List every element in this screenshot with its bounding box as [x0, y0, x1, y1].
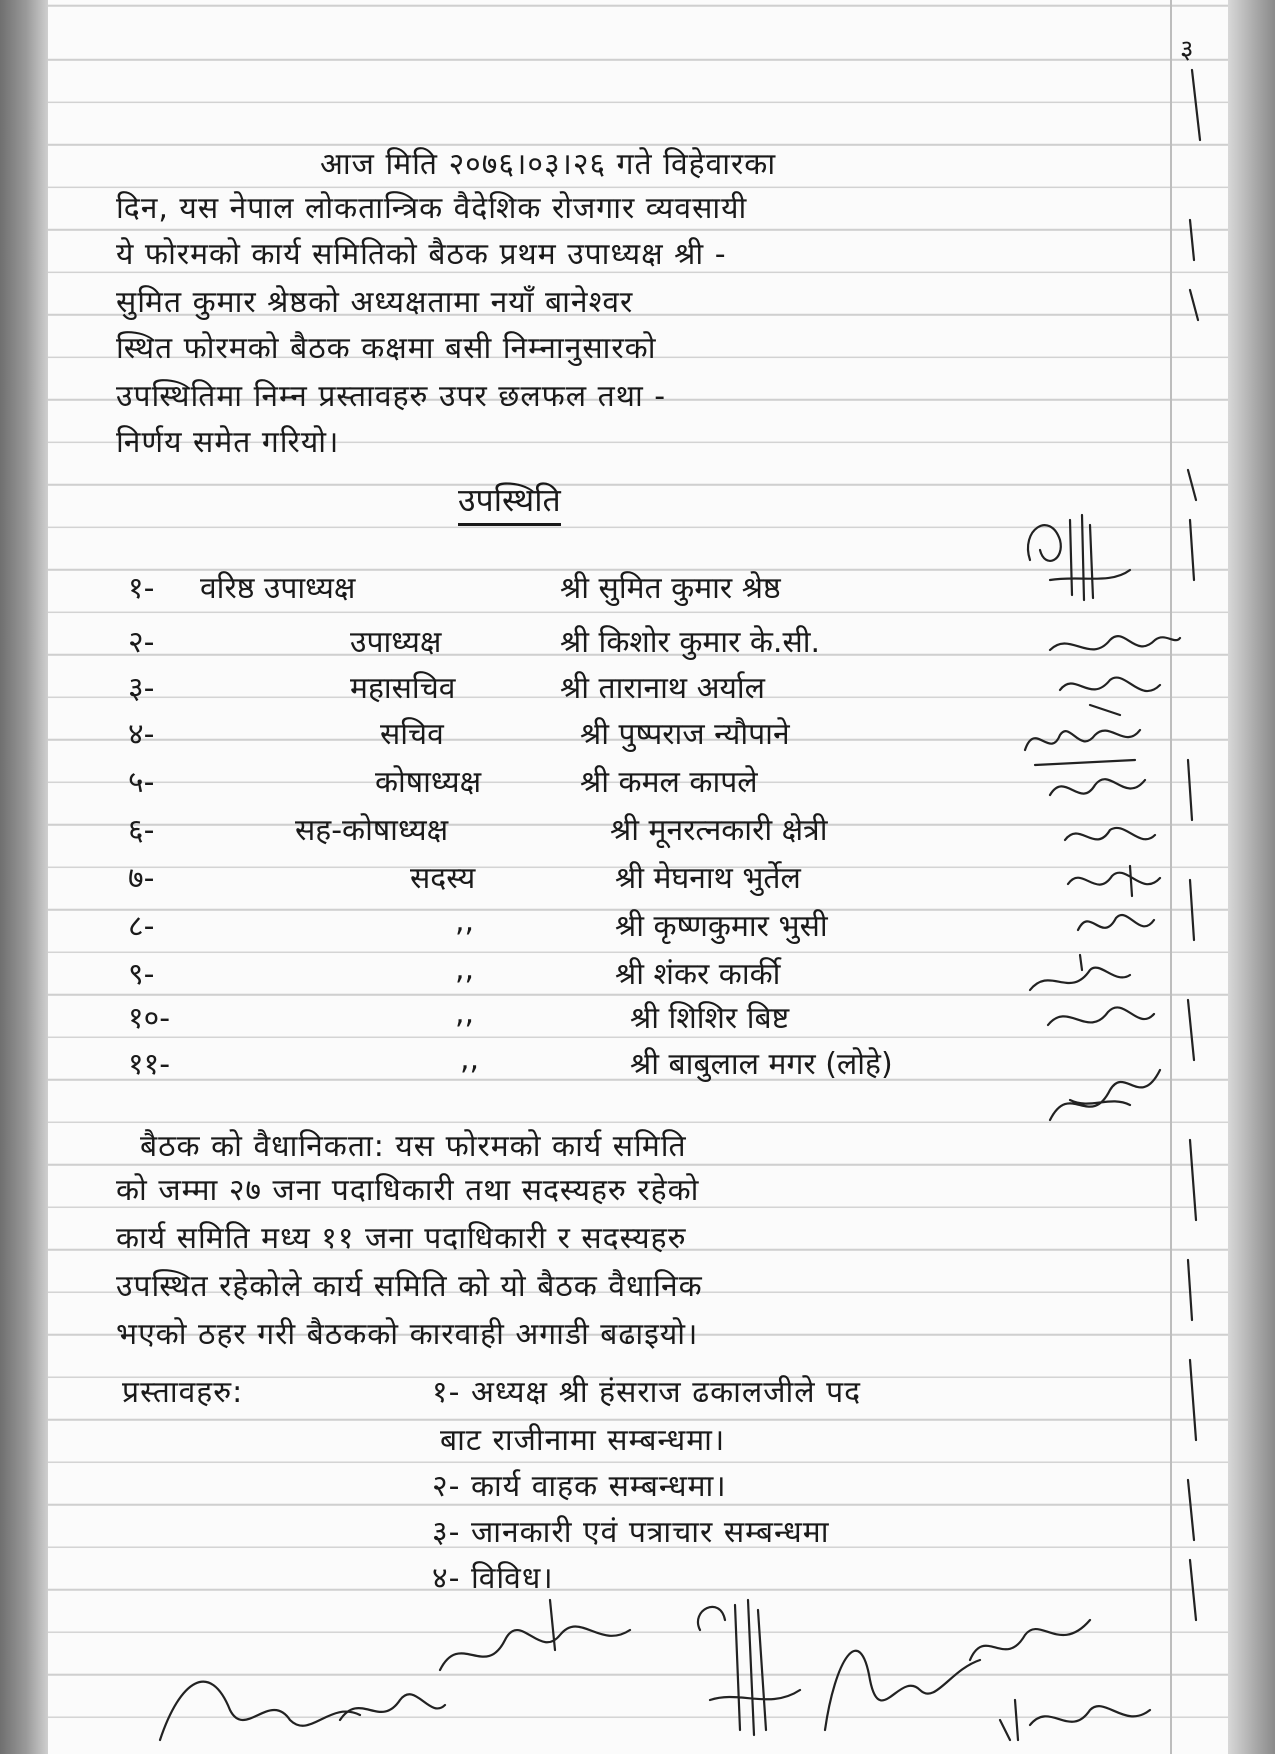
attendance-role: महासचिव — [350, 671, 456, 706]
attendance-role: ,, — [455, 952, 475, 987]
attendance-role: कोषाध्यक्ष — [375, 765, 482, 800]
validity-line: बैठक को वैधानिकता: यस फोरमको कार्य समिति — [140, 1129, 687, 1164]
proposals-label: प्रस्तावहरु: — [122, 1375, 244, 1410]
signature-7 — [1060, 856, 1170, 906]
attendance-role: सचिव — [380, 717, 444, 752]
proposal-item: १- अध्यक्ष श्री हंसराज ढकालजीले पद — [432, 1375, 862, 1410]
attendance-role: उपाध्यक्ष — [350, 625, 442, 660]
attendance-number: १०- — [128, 1001, 171, 1036]
attendance-name: श्री मेघनाथ भुर्तेल — [615, 861, 801, 896]
attendance-role: वरिष्ठ उपाध्यक्ष — [200, 571, 356, 606]
attendance-number: ३- — [128, 671, 155, 706]
attendance-number: ६- — [128, 813, 155, 848]
attendance-role: ,, — [455, 996, 475, 1031]
attendance-number: ८- — [128, 909, 155, 944]
signature-6 — [1055, 810, 1165, 860]
attendance-name: श्री तारानाथ अर्याल — [560, 671, 766, 706]
scan-border-left — [0, 0, 48, 1754]
attendance-name: श्री कमल कापले — [580, 765, 758, 800]
scan-border-right — [1228, 0, 1275, 1754]
proposal-item: ४- विविध। — [432, 1561, 554, 1596]
opening-line: आज मिति २०७६।०३।२६ गते विहेवारका — [320, 147, 777, 182]
attendance-name: श्री बाबुलाल मगर (लोहे) — [630, 1047, 893, 1082]
bottom-signature-7 — [990, 1680, 1160, 1754]
attendance-number: ११- — [128, 1047, 171, 1082]
attendance-number: ७- — [128, 861, 155, 896]
proposal-item: २- कार्य वाहक सम्बन्धमा। — [432, 1469, 727, 1504]
attendance-number: ५- — [128, 765, 155, 800]
page-corner-number: ३ — [1180, 35, 1195, 65]
attendance-number: १- — [128, 571, 155, 606]
margin-marks — [1180, 60, 1220, 1660]
signature-11 — [1030, 1050, 1170, 1140]
validity-line: को जम्मा २७ जना पदाधिकारी तथा सदस्यहरु रहेको — [116, 1173, 700, 1208]
bottom-signature-4 — [680, 1590, 810, 1740]
opening-line: निर्णय समेत गरियो। — [116, 425, 340, 460]
attendance-role: सदस्य — [410, 861, 476, 896]
attendance-name: श्री मूनरत्नकारी क्षेत्री — [610, 813, 828, 848]
attendance-role: ,, — [455, 904, 475, 939]
opening-line: उपस्थितिमा निम्न प्रस्तावहरु उपर छलफल तथा - — [116, 379, 667, 414]
attendance-number: ४- — [128, 717, 155, 752]
opening-line: सुमित कुमार श्रेष्ठको अध्यक्षतामा नयाँ बानेश्वर — [116, 285, 634, 320]
attendance-name: श्री पुष्पराज न्यौपाने — [580, 717, 790, 752]
attendance-name: श्री किशोर कुमार के.सी. — [560, 625, 821, 660]
bottom-signature-6 — [960, 1600, 1100, 1690]
opening-line: स्थित फोरमको बैठक कक्षमा बसी निम्नानुसारको — [116, 331, 657, 366]
attendance-role: सह-कोषाध्यक्ष — [295, 813, 449, 848]
signature-8 — [1070, 900, 1160, 950]
proposal-item: बाट राजीनामा सम्बन्धमा। — [440, 1423, 726, 1458]
attendance-name: श्री शिशिर बिष्ट — [630, 1001, 790, 1036]
attendance-name: श्री शंकर कार्की — [615, 957, 781, 992]
proposal-item: ३- जानकारी एवं पत्राचार सम्बन्धमा — [432, 1515, 830, 1550]
page-margin-rule — [1170, 0, 1172, 1754]
validity-line: उपस्थित रहेकोले कार्य समिति को यो बैठक वैधानिक — [116, 1269, 703, 1304]
attendance-number: ९- — [128, 957, 155, 992]
attendance-number: २- — [128, 625, 155, 660]
attendance-name: श्री कृष्णकुमार भुसी — [615, 909, 828, 944]
validity-line: भएको ठहर गरी बैठकको कारवाही अगाडी बढाइयो। — [116, 1317, 699, 1352]
signature-1 — [1010, 500, 1150, 610]
attendance-heading: उपस्थिति — [458, 478, 561, 526]
signature-10 — [1040, 990, 1160, 1050]
opening-line: ये फोरमको कार्य समितिको बैठक प्रथम उपाध्यक्ष श्री - — [116, 237, 727, 272]
bottom-signature-3 — [430, 1590, 650, 1710]
opening-line: दिन, यस नेपाल लोकतान्त्रिक वैदेशिक रोजगार व्यवसायी — [116, 191, 748, 226]
attendance-name: श्री सुमित कुमार श्रेष्ठ — [560, 571, 781, 606]
attendance-role: ,, — [460, 1042, 480, 1077]
validity-line: कार्य समिति मध्य ११ जना पदाधिकारी र सदस्यहरु — [116, 1221, 687, 1256]
